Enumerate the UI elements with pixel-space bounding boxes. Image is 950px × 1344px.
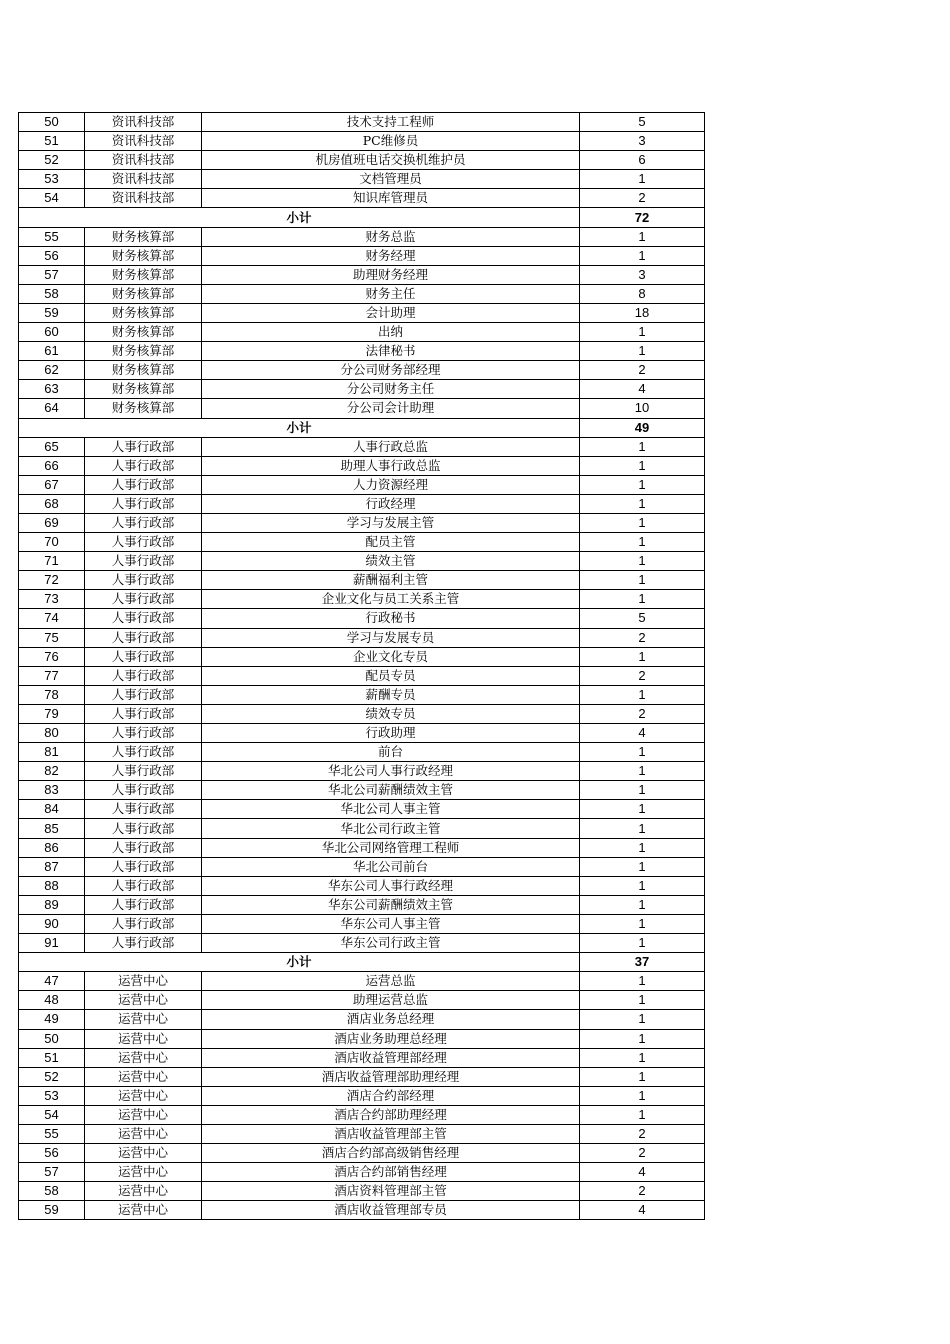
row-number: 67 [19,475,85,494]
department-cell: 资讯科技部 [85,170,202,189]
department-cell: 人事行政部 [85,704,202,723]
table-row [19,323,705,342]
headcount-cell: 2 [580,628,705,647]
department-cell: 人事行政部 [85,552,202,571]
headcount-cell: 1 [580,246,705,265]
subtotal-label: 小计 [19,953,580,972]
row-number: 74 [19,609,85,628]
headcount-cell: 1 [580,838,705,857]
table-row [19,1182,705,1201]
headcount-cell: 1 [580,800,705,819]
row-number: 82 [19,762,85,781]
table-row [19,170,705,189]
table-row [19,724,705,743]
position-cell: 分公司会计助理 [202,399,580,418]
department-cell: 运营中心 [85,972,202,991]
position-cell: 酒店合约部助理经理 [202,1105,580,1124]
row-number: 71 [19,552,85,571]
table-row [19,475,705,494]
headcount-cell: 2 [580,1182,705,1201]
position-cell: 学习与发展主管 [202,513,580,532]
row-number: 54 [19,189,85,208]
position-cell: 华东公司人事主管 [202,914,580,933]
department-cell: 资讯科技部 [85,189,202,208]
row-number: 56 [19,246,85,265]
department-cell: 人事行政部 [85,666,202,685]
position-cell: 酒店资料管理部主管 [202,1182,580,1201]
row-number: 88 [19,876,85,895]
headcount-cell: 4 [580,724,705,743]
subtotal-row [19,418,705,437]
position-cell: 出纳 [202,323,580,342]
department-cell: 人事行政部 [85,609,202,628]
row-number: 50 [19,113,85,132]
department-cell: 财务核算部 [85,323,202,342]
department-cell: 人事行政部 [85,895,202,914]
row-number: 75 [19,628,85,647]
row-number: 49 [19,1010,85,1029]
headcount-cell: 4 [580,1163,705,1182]
position-cell: 会计助理 [202,303,580,322]
position-cell: 华北公司薪酬绩效主管 [202,781,580,800]
headcount-cell: 3 [580,265,705,284]
row-number: 56 [19,1144,85,1163]
department-cell: 人事行政部 [85,800,202,819]
headcount-cell: 1 [580,552,705,571]
department-cell: 财务核算部 [85,284,202,303]
table-row [19,284,705,303]
table-row [19,1048,705,1067]
row-number: 91 [19,934,85,953]
department-cell: 运营中心 [85,991,202,1010]
position-cell: 法律秘书 [202,342,580,361]
row-number: 86 [19,838,85,857]
table-row [19,1029,705,1048]
department-cell: 人事行政部 [85,513,202,532]
row-number: 81 [19,743,85,762]
position-cell: 财务经理 [202,246,580,265]
headcount-cell: 1 [580,1029,705,1048]
department-cell: 人事行政部 [85,743,202,762]
department-cell: 资讯科技部 [85,151,202,170]
department-cell: 运营中心 [85,1086,202,1105]
headcount-cell: 2 [580,666,705,685]
position-cell: 企业文化专员 [202,647,580,666]
position-cell: 人事行政总监 [202,437,580,456]
row-number: 47 [19,972,85,991]
headcount-cell: 1 [580,895,705,914]
headcount-cell: 1 [580,456,705,475]
position-cell: 华东公司行政主管 [202,934,580,953]
position-cell: 财务总监 [202,227,580,246]
table-row [19,743,705,762]
row-number: 83 [19,781,85,800]
department-cell: 人事行政部 [85,685,202,704]
position-cell: 文档管理员 [202,170,580,189]
department-cell: 人事行政部 [85,876,202,895]
headcount-cell: 1 [580,475,705,494]
subtotal-value: 49 [580,418,705,437]
table-row [19,628,705,647]
position-cell: 配员主管 [202,533,580,552]
position-cell: 薪酬专员 [202,685,580,704]
row-number: 85 [19,819,85,838]
table-row [19,590,705,609]
department-cell: 人事行政部 [85,934,202,953]
headcount-cell: 1 [580,437,705,456]
department-cell: 人事行政部 [85,838,202,857]
table-row [19,132,705,151]
position-cell: 学习与发展专员 [202,628,580,647]
row-number: 84 [19,800,85,819]
position-cell: 机房值班电话交换机维护员 [202,151,580,170]
position-cell: 技术支持工程师 [202,113,580,132]
position-cell: 华北公司行政主管 [202,819,580,838]
department-cell: 人事行政部 [85,437,202,456]
position-cell: 酒店业务助理总经理 [202,1029,580,1048]
table-row [19,991,705,1010]
table-row [19,151,705,170]
subtotal-row [19,953,705,972]
position-cell: 酒店收益管理部助理经理 [202,1067,580,1086]
row-number: 55 [19,1124,85,1143]
table-row [19,838,705,857]
row-number: 59 [19,303,85,322]
table-row [19,533,705,552]
position-cell: 酒店合约部经理 [202,1086,580,1105]
headcount-cell: 1 [580,1048,705,1067]
position-cell: 酒店合约部销售经理 [202,1163,580,1182]
department-cell: 运营中心 [85,1029,202,1048]
department-cell: 人事行政部 [85,475,202,494]
table-row [19,609,705,628]
row-number: 51 [19,1048,85,1067]
row-number: 78 [19,685,85,704]
table-row [19,113,705,132]
department-cell: 运营中心 [85,1182,202,1201]
table-row [19,303,705,322]
row-number: 63 [19,380,85,399]
row-number: 87 [19,857,85,876]
table-row [19,857,705,876]
headcount-cell: 2 [580,1124,705,1143]
row-number: 76 [19,647,85,666]
table-row [19,1201,705,1220]
headcount-cell: 1 [580,571,705,590]
row-number: 59 [19,1201,85,1220]
table-row [19,399,705,418]
table-row [19,513,705,532]
department-cell: 人事行政部 [85,781,202,800]
department-cell: 财务核算部 [85,380,202,399]
table-row [19,972,705,991]
headcount-cell: 2 [580,704,705,723]
headcount-cell: 1 [580,991,705,1010]
staffing-table [18,112,705,1220]
table-row [19,265,705,284]
department-cell: 财务核算部 [85,342,202,361]
table-row [19,1144,705,1163]
position-cell: 酒店业务总经理 [202,1010,580,1029]
department-cell: 资讯科技部 [85,132,202,151]
row-number: 58 [19,1182,85,1201]
headcount-cell: 1 [580,1105,705,1124]
table-row [19,1010,705,1029]
department-cell: 财务核算部 [85,246,202,265]
headcount-cell: 1 [580,972,705,991]
table-row [19,934,705,953]
headcount-cell: 2 [580,361,705,380]
position-cell: 华北公司人事主管 [202,800,580,819]
position-cell: 华北公司人事行政经理 [202,762,580,781]
headcount-cell: 4 [580,1201,705,1220]
row-number: 73 [19,590,85,609]
table-row [19,552,705,571]
headcount-cell: 10 [580,399,705,418]
position-cell: 财务主任 [202,284,580,303]
headcount-cell: 1 [580,342,705,361]
table-row [19,895,705,914]
department-cell: 财务核算部 [85,399,202,418]
position-cell: 酒店合约部高级销售经理 [202,1144,580,1163]
row-number: 52 [19,151,85,170]
headcount-cell: 18 [580,303,705,322]
department-cell: 财务核算部 [85,227,202,246]
table-row [19,361,705,380]
row-number: 57 [19,265,85,284]
headcount-cell: 1 [580,494,705,513]
table-row [19,380,705,399]
subtotal-row [19,208,705,227]
department-cell: 财务核算部 [85,361,202,380]
table-row [19,781,705,800]
table-row [19,456,705,475]
headcount-cell: 1 [580,876,705,895]
row-number: 53 [19,170,85,189]
table-row [19,914,705,933]
row-number: 51 [19,132,85,151]
row-number: 54 [19,1105,85,1124]
position-cell: 华北公司前台 [202,857,580,876]
row-number: 69 [19,513,85,532]
headcount-cell: 1 [580,819,705,838]
department-cell: 人事行政部 [85,628,202,647]
department-cell: 人事行政部 [85,456,202,475]
position-cell: 华东公司人事行政经理 [202,876,580,895]
position-cell: 前台 [202,743,580,762]
department-cell: 资讯科技部 [85,113,202,132]
headcount-cell: 1 [580,934,705,953]
department-cell: 财务核算部 [85,265,202,284]
staffing-table-body [19,113,705,1220]
table-row [19,1124,705,1143]
department-cell: 运营中心 [85,1144,202,1163]
position-cell: 助理人事行政总监 [202,456,580,475]
row-number: 65 [19,437,85,456]
table-row [19,647,705,666]
position-cell: 绩效主管 [202,552,580,571]
headcount-cell: 1 [580,914,705,933]
department-cell: 人事行政部 [85,857,202,876]
position-cell: PC维修员 [202,132,580,151]
department-cell: 运营中心 [85,1124,202,1143]
position-cell: 助理运营总监 [202,991,580,1010]
table-row [19,437,705,456]
headcount-cell: 1 [580,590,705,609]
row-number: 66 [19,456,85,475]
headcount-cell: 1 [580,762,705,781]
headcount-cell: 1 [580,743,705,762]
position-cell: 酒店收益管理部主管 [202,1124,580,1143]
headcount-cell: 1 [580,1086,705,1105]
table-row [19,494,705,513]
table-row [19,1163,705,1182]
subtotal-label: 小计 [19,418,580,437]
headcount-cell: 1 [580,513,705,532]
row-number: 48 [19,991,85,1010]
position-cell: 酒店收益管理部专员 [202,1201,580,1220]
headcount-cell: 1 [580,227,705,246]
table-row [19,704,705,723]
headcount-cell: 1 [580,1010,705,1029]
headcount-cell: 1 [580,685,705,704]
table-row [19,571,705,590]
row-number: 62 [19,361,85,380]
position-cell: 知识库管理员 [202,189,580,208]
position-cell: 人力资源经理 [202,475,580,494]
row-number: 50 [19,1029,85,1048]
table-row [19,762,705,781]
department-cell: 人事行政部 [85,914,202,933]
table-row [19,876,705,895]
department-cell: 运营中心 [85,1010,202,1029]
row-number: 70 [19,533,85,552]
headcount-cell: 3 [580,132,705,151]
subtotal-value: 72 [580,208,705,227]
row-number: 77 [19,666,85,685]
headcount-cell: 1 [580,323,705,342]
headcount-cell: 2 [580,1144,705,1163]
position-cell: 华北公司网络管理工程师 [202,838,580,857]
department-cell: 人事行政部 [85,533,202,552]
position-cell: 薪酬福利主管 [202,571,580,590]
department-cell: 运营中心 [85,1067,202,1086]
table-row [19,800,705,819]
table-row [19,189,705,208]
position-cell: 行政秘书 [202,609,580,628]
department-cell: 运营中心 [85,1201,202,1220]
headcount-cell: 1 [580,781,705,800]
row-number: 61 [19,342,85,361]
position-cell: 行政经理 [202,494,580,513]
table-row [19,342,705,361]
department-cell: 人事行政部 [85,571,202,590]
row-number: 80 [19,724,85,743]
department-cell: 人事行政部 [85,762,202,781]
position-cell: 助理财务经理 [202,265,580,284]
table-row [19,1067,705,1086]
position-cell: 行政助理 [202,724,580,743]
department-cell: 财务核算部 [85,303,202,322]
headcount-cell: 1 [580,857,705,876]
table-row [19,666,705,685]
department-cell: 运营中心 [85,1048,202,1067]
department-cell: 人事行政部 [85,647,202,666]
headcount-cell: 8 [580,284,705,303]
headcount-cell: 5 [580,609,705,628]
department-cell: 人事行政部 [85,819,202,838]
department-cell: 人事行政部 [85,724,202,743]
row-number: 55 [19,227,85,246]
row-number: 79 [19,704,85,723]
headcount-cell: 4 [580,380,705,399]
headcount-cell: 1 [580,647,705,666]
position-cell: 绩效专员 [202,704,580,723]
table-row [19,246,705,265]
position-cell: 配员专员 [202,666,580,685]
row-number: 68 [19,494,85,513]
row-number: 58 [19,284,85,303]
row-number: 90 [19,914,85,933]
position-cell: 酒店收益管理部经理 [202,1048,580,1067]
row-number: 60 [19,323,85,342]
table-row [19,227,705,246]
row-number: 64 [19,399,85,418]
table-row [19,819,705,838]
headcount-cell: 2 [580,189,705,208]
position-cell: 分公司财务主任 [202,380,580,399]
department-cell: 运营中心 [85,1105,202,1124]
subtotal-value: 37 [580,953,705,972]
table-row [19,1086,705,1105]
headcount-cell: 5 [580,113,705,132]
table-row [19,685,705,704]
position-cell: 运营总监 [202,972,580,991]
row-number: 72 [19,571,85,590]
department-cell: 运营中心 [85,1163,202,1182]
headcount-cell: 1 [580,1067,705,1086]
department-cell: 人事行政部 [85,590,202,609]
row-number: 52 [19,1067,85,1086]
subtotal-label: 小计 [19,208,580,227]
headcount-cell: 1 [580,170,705,189]
headcount-cell: 6 [580,151,705,170]
department-cell: 人事行政部 [85,494,202,513]
row-number: 53 [19,1086,85,1105]
position-cell: 华东公司薪酬绩效主管 [202,895,580,914]
row-number: 89 [19,895,85,914]
table-row [19,1105,705,1124]
headcount-cell: 1 [580,533,705,552]
row-number: 57 [19,1163,85,1182]
position-cell: 分公司财务部经理 [202,361,580,380]
position-cell: 企业文化与员工关系主管 [202,590,580,609]
